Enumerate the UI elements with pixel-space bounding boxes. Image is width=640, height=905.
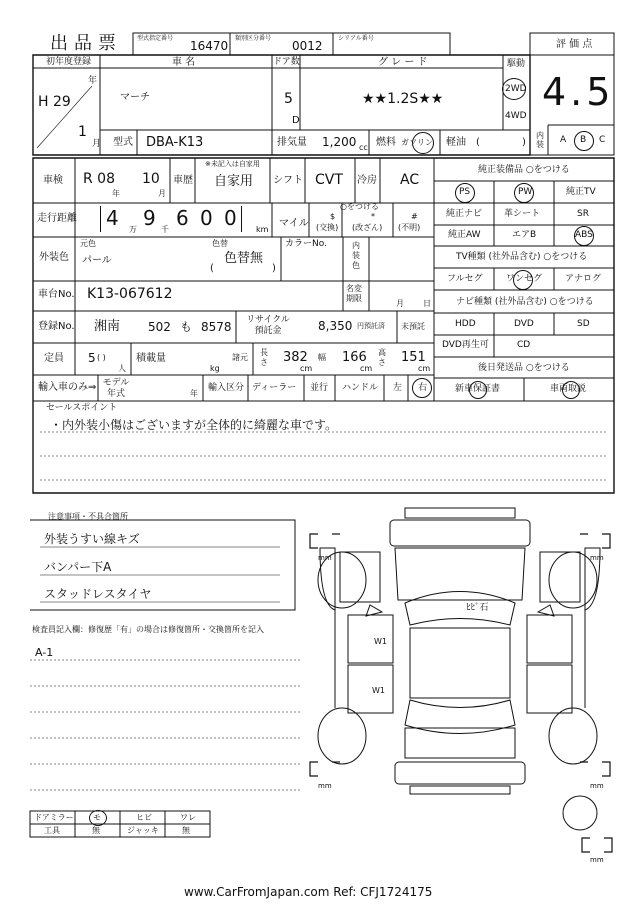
car-name-label: 車 名	[172, 57, 196, 68]
score-label: 評 価 点	[556, 39, 593, 50]
length-cm: cm	[300, 364, 313, 373]
chassis-day: 日	[423, 299, 431, 308]
mileage-star-note: (改ざん)	[352, 223, 383, 232]
color-code-label: カラーNo.	[285, 239, 327, 249]
height-label: 高さ	[378, 348, 386, 367]
recycle-unit: 円預託済	[357, 322, 385, 330]
class-no: 0012	[292, 39, 323, 53]
ac-label: 冷房	[357, 175, 377, 186]
mileage-label: 走行距離	[37, 213, 77, 224]
mileage-digit-5: 0	[224, 206, 237, 230]
color-orig: パール	[82, 255, 112, 266]
history: 自家用	[214, 174, 254, 189]
equip-sr: SR	[577, 209, 589, 219]
mileage-digit-2: 9	[143, 206, 156, 230]
note-line-1: 外装うすい線キズ	[44, 532, 140, 546]
notes-label: 注意事項・不具合箇所	[48, 512, 128, 521]
drive-2wd: 2WD	[505, 84, 527, 94]
car-name: マーチ	[120, 92, 150, 103]
model-type-label: 型式	[113, 137, 133, 148]
shaken-month-label: 月	[158, 189, 166, 198]
diagram-mark-glass: ﾋﾋﾞ石	[466, 603, 489, 613]
navi-sd: SD	[577, 319, 590, 329]
shift: CVT	[315, 172, 343, 188]
first-reg-month: 1	[78, 124, 87, 140]
mirror-row-2: 無	[92, 826, 100, 835]
ac: AC	[400, 172, 420, 188]
tv-analog: アナログ	[565, 274, 602, 284]
sales-text: ・内外装小傷はございますが全体的に綺麗な車です。	[50, 418, 338, 432]
docs-title: 後日発送品 ○をつける	[478, 363, 570, 373]
handle-left: 左	[393, 383, 403, 393]
interior-label: 内装	[536, 131, 544, 149]
tv-title: TV種類 (社外品含む) ○をつける	[456, 252, 588, 262]
handle-label: ハンドル	[342, 383, 379, 393]
color-repaint: 色替無	[224, 251, 264, 266]
dims-label: 諸元	[232, 353, 248, 362]
sales-label: セールスポイント	[46, 403, 118, 413]
fuel-paren-open: (	[476, 137, 480, 148]
form-title: 出品票	[50, 33, 122, 54]
docs-manual: 車両取説	[550, 384, 587, 394]
mirror-col-2: モ	[93, 813, 101, 822]
fuel-label: 燃料	[376, 137, 396, 148]
mileage-digit-4: 0	[200, 206, 213, 230]
length: 382	[283, 350, 308, 365]
chassis-no: K13-067612	[87, 286, 173, 302]
drive-4wd: 4WD	[505, 111, 527, 121]
navi-hdd: HDD	[455, 319, 476, 329]
mirror-row-3: ジャッキ	[127, 826, 159, 835]
mileage-sen: 千	[161, 225, 169, 234]
handle-right: 右	[418, 383, 428, 393]
inspector-label: 検査員記入欄：修復歴「有」の場合は修復箇所・交換箇所を記入	[32, 625, 264, 634]
diagram-mm-2: mm	[590, 554, 604, 562]
import-label: 輸入車のみ⇒	[38, 382, 97, 393]
doors-label: ドア数	[273, 57, 300, 67]
shaken-year-label: 年	[112, 189, 120, 198]
class-no-label: 類別区分番号	[235, 35, 272, 42]
chassis-label: 車台No.	[38, 289, 75, 300]
import-parallel: 並行	[310, 383, 329, 393]
color-paren-close: )	[272, 263, 276, 274]
plate-label: 登録No.	[38, 321, 75, 332]
mileage-digit-1: 4	[106, 206, 119, 230]
grade: ★★1.2S★★	[362, 91, 444, 107]
door-type: D	[292, 115, 300, 126]
grade-b: B	[580, 135, 587, 145]
year-label: 年	[88, 76, 98, 86]
capacity-paren: ( )	[97, 353, 106, 362]
interior-color-label: 内装色	[352, 241, 360, 270]
fuel-paren-close: )	[522, 137, 526, 148]
serial-label: シリアル番号	[338, 35, 374, 42]
capacity: 5	[88, 351, 96, 365]
color-paren-open: (	[210, 263, 214, 274]
mirror-row-1: 工具	[44, 826, 60, 835]
navi-dvd: DVD	[514, 319, 534, 329]
shaken-month: 10	[142, 171, 160, 187]
plate-class: 502	[148, 320, 171, 334]
navi-dvd-play: DVD再生可	[442, 340, 489, 350]
model-no: 16470	[190, 39, 229, 53]
height: 151	[401, 350, 426, 365]
displacement-label: 排気量	[277, 137, 307, 148]
grade-c: C	[599, 135, 606, 145]
recycle-label: リサイクル預託金	[246, 315, 290, 336]
diagram-mm-3: mm	[318, 782, 332, 790]
mileage-circle-note: ○をつける	[340, 202, 379, 211]
doors: 5	[284, 91, 293, 107]
diagram-mm-4: mm	[590, 782, 604, 790]
footer-ref: www.CarFromJapan.com Ref: CFJ1724175	[184, 885, 433, 899]
plate-kana: も	[180, 320, 193, 334]
import-dealer: ディーラー	[252, 383, 297, 393]
import-year-label: 年	[190, 389, 198, 398]
model-no-label: 型式指定番号	[137, 35, 174, 42]
recycle-pending: 未預託	[401, 322, 425, 331]
note-line-3: スタッドレスタイヤ	[44, 587, 152, 601]
width-cm: cm	[360, 364, 373, 373]
fuel-diesel: 軽油	[446, 137, 466, 148]
first-reg-era: H 29	[38, 94, 71, 110]
mileage-mile: マイル	[279, 218, 309, 229]
equip-navi: 純正ナビ	[446, 209, 483, 219]
mileage-dollar-note: (交換)	[316, 223, 339, 232]
docs-warranty: 新車保証書	[455, 384, 501, 394]
shaken: R 08	[83, 171, 115, 187]
equip-tv: 純正TV	[566, 187, 596, 197]
tv-oneseg: ワンセグ	[506, 274, 543, 284]
color-repaint-label: 色替	[212, 239, 228, 248]
diagram-mm-1: mm	[318, 554, 332, 562]
mirror-col-1: ドアミラー	[34, 813, 74, 822]
first-reg-label: 初年度登録	[46, 57, 92, 67]
mirror-col-4: ワレ	[180, 813, 196, 822]
score-value: 4.5	[542, 70, 615, 114]
plate-number: 8578	[201, 320, 232, 334]
cc-label: cc	[359, 143, 368, 152]
grade-label: グ レ ー ド	[378, 57, 428, 68]
mileage-man: 万	[129, 225, 137, 234]
equip-pw: PW	[518, 187, 533, 197]
color-orig-label: 元色	[80, 239, 96, 248]
mileage-star: *	[371, 212, 375, 221]
equip-aw: 純正AW	[448, 230, 481, 240]
mileage-km: km	[256, 225, 269, 234]
chassis-month: 月	[396, 299, 404, 308]
chassis-expiry-label: 名変期限	[346, 284, 362, 303]
model-type: DBA-K13	[146, 135, 204, 150]
equip-ps: PS	[459, 187, 471, 197]
shift-label: シフト	[273, 175, 303, 186]
history-note: ※未記入は自家用	[205, 160, 260, 168]
capacity-label: 定員	[44, 353, 64, 364]
diagram-mm-5: mm	[590, 856, 604, 864]
equipment-title: 純正装備品 ○をつける	[478, 165, 570, 175]
note-line-2: バンパー下A	[44, 560, 112, 574]
mileage-hash: #	[411, 212, 418, 221]
mirror-row-4: 無	[182, 826, 190, 835]
recycle-amount: 8,350	[318, 319, 353, 333]
navi-cd: CD	[517, 340, 531, 350]
diagram-mark-w1: W1	[374, 637, 387, 646]
load-kg: kg	[210, 364, 220, 373]
shaken-label: 車検	[43, 175, 63, 186]
equip-abs: ABS	[575, 230, 593, 240]
load-label: 積載量	[136, 353, 166, 364]
capacity-person: 人	[118, 364, 126, 373]
width-label: 幅	[318, 353, 326, 362]
equip-leather: 革シート	[504, 209, 541, 219]
color-label: 外装色	[39, 252, 69, 263]
equip-airbag: エアB	[512, 230, 537, 240]
fuel-gas: ガソリン	[401, 138, 433, 147]
mirror-col-3: ヒビ	[136, 813, 152, 822]
plate-region: 湘南	[94, 319, 121, 334]
mileage-dollar: $	[330, 212, 336, 221]
width: 166	[342, 350, 367, 365]
length-label: 長さ	[260, 348, 268, 367]
inspector-line-1: A-1	[35, 646, 54, 659]
height-cm: cm	[418, 364, 431, 373]
history-label: 車歴	[173, 175, 193, 186]
displacement: 1,200	[322, 135, 357, 149]
grade-a: A	[560, 135, 567, 145]
diagram-mark-w1b: W1	[372, 686, 385, 695]
tv-fullseg: フルセグ	[447, 274, 483, 284]
drive-label: 駆動	[507, 59, 526, 69]
import-type-label: 輸入区分	[208, 383, 245, 393]
month-label: 月	[92, 139, 102, 149]
mileage-hash-note: (不明)	[398, 223, 421, 232]
import-model-year: モデル年式	[102, 378, 130, 399]
navi-title: ナビ種類 (社外品含む) ○をつける	[456, 297, 594, 307]
mileage-digit-3: 6	[176, 206, 189, 230]
